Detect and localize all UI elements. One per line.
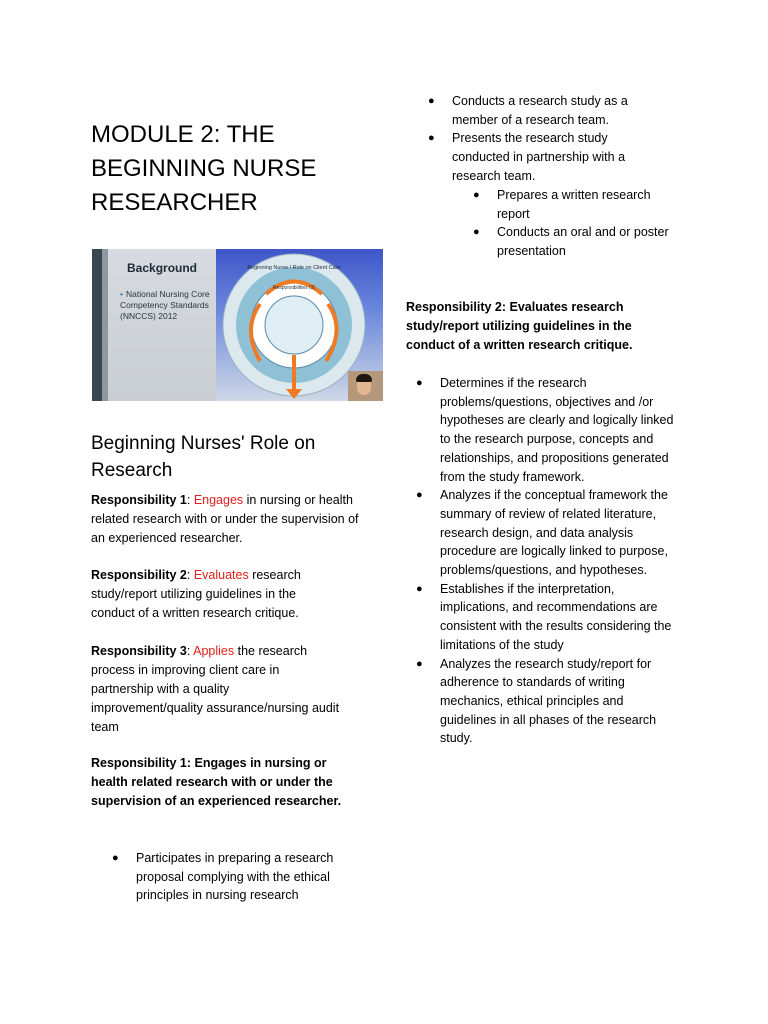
right-sub-bullet-list xyxy=(473,186,677,261)
slide-bullet xyxy=(120,289,216,322)
resp2-heading-text: Responsibility 2: Evaluates research study/report utilizing guidelines in the conduct of a written research critique. xyxy=(406,300,633,352)
responsibility-2-summary xyxy=(91,566,336,623)
responsibility-2-heading xyxy=(406,298,668,355)
ring-outer-label: Beginning Nurse / Role on Client Care xyxy=(247,265,341,271)
webcam-thumbnail xyxy=(348,371,383,401)
resp-verb: Engages xyxy=(193,493,244,507)
list-item xyxy=(416,655,680,749)
list-item-text: Presents the research study conducted in partnership with a research team. xyxy=(452,131,626,183)
resp-label: Responsibility 1 xyxy=(91,493,187,507)
list-item-text: Analyzes if the conceptual framework the summary of review of related literature, research design, and data analysis procedure are logically linked to purpose, problems/questions, and hypotheses. xyxy=(440,488,668,578)
list-item xyxy=(428,92,667,129)
list-item xyxy=(473,186,677,223)
list-item xyxy=(416,580,680,655)
list-item xyxy=(112,849,366,905)
bullet-icon: ● xyxy=(428,95,435,107)
resp-verb: Evaluates xyxy=(193,568,249,582)
list-item-text: Establishes if the interpretation, implications, and recommendations are consistent with the results considering the limitations of the study xyxy=(440,581,672,652)
section-heading: Beginning Nurses' Role on Research xyxy=(91,433,316,481)
bullet-icon: ● xyxy=(473,226,480,239)
resp-sep: : xyxy=(186,568,194,582)
responsibility-3-summary xyxy=(91,642,341,737)
list-item-text: Conducts an oral and or poster presentation xyxy=(497,225,669,259)
bullet-icon: ● xyxy=(428,132,435,145)
list-item xyxy=(428,129,667,185)
bullet-icon: ● xyxy=(416,657,423,670)
resp-text: in nursing or health related research with or under the supervision of an experienced researcher. xyxy=(91,493,359,545)
bullet-icon: ● xyxy=(416,489,423,502)
resp1-heading-text: Responsibility 1: Engages in nursing or health related research with or under the supervision of an experienced researcher. xyxy=(91,756,342,808)
list-item-text: Prepares a written research report xyxy=(497,188,651,221)
list-item xyxy=(416,374,680,486)
right-top-bullet-list xyxy=(428,92,667,186)
resp-label: Responsibility 3 xyxy=(91,644,187,658)
bullet-icon: ● xyxy=(416,377,423,389)
resp-sep: : xyxy=(186,493,194,507)
resp-verb: Applies xyxy=(193,644,235,658)
bullet-icon: ● xyxy=(112,852,119,864)
slide-stripe xyxy=(92,249,102,401)
bullet-icon: ● xyxy=(473,189,480,201)
webcam-hair xyxy=(356,374,372,382)
inner-circle xyxy=(265,296,323,354)
list-item-text: Conducts a research study as a member of a research team. xyxy=(452,94,628,127)
slide-bullet-text: National Nursing Core Competency Standards (NNCCS) 2012 xyxy=(120,289,210,321)
resp-label: Responsibility 2 xyxy=(91,568,187,582)
list-item xyxy=(416,486,680,580)
ring-inner-label: Responsibilities (3) xyxy=(272,285,316,291)
bullet-icon: ● xyxy=(416,582,423,595)
responsibility-1-summary xyxy=(91,491,361,548)
list-item xyxy=(473,223,677,260)
nnccs-slide-image xyxy=(92,249,383,401)
list-item-text: Determines if the research problems/questions, objectives and /or hypotheses are clearly and logically linked to the research purpose, concepts and relationships, and propositions generated from the study framework. xyxy=(440,376,674,484)
resp-sep: : xyxy=(186,644,194,658)
resp-text: the research process in improving client care in partnership with a quality improvement/quality assurance/nursing audit team xyxy=(91,644,340,734)
list-item-text: Analyzes the research study/report for adherence to standards of writing mechanics, ethical principles and guidelines in all phases of the research study. xyxy=(440,656,657,746)
resp-text: research study/report utilizing guidelines in the conduct of a written research critique. xyxy=(91,568,301,620)
resp2-bullet-list xyxy=(416,374,680,748)
module-title: MODULE 2: THE BEGINNING NURSE RESEARCHER xyxy=(91,121,317,216)
slide-heading: Background xyxy=(127,261,198,275)
slide-bullet-dot: • xyxy=(120,289,123,299)
list-item-text: Participates in preparing a research proposal complying with the ethical principles in nursing research xyxy=(136,851,334,903)
responsibility-1-heading xyxy=(91,754,366,811)
resp1-bullet-list xyxy=(112,849,366,905)
